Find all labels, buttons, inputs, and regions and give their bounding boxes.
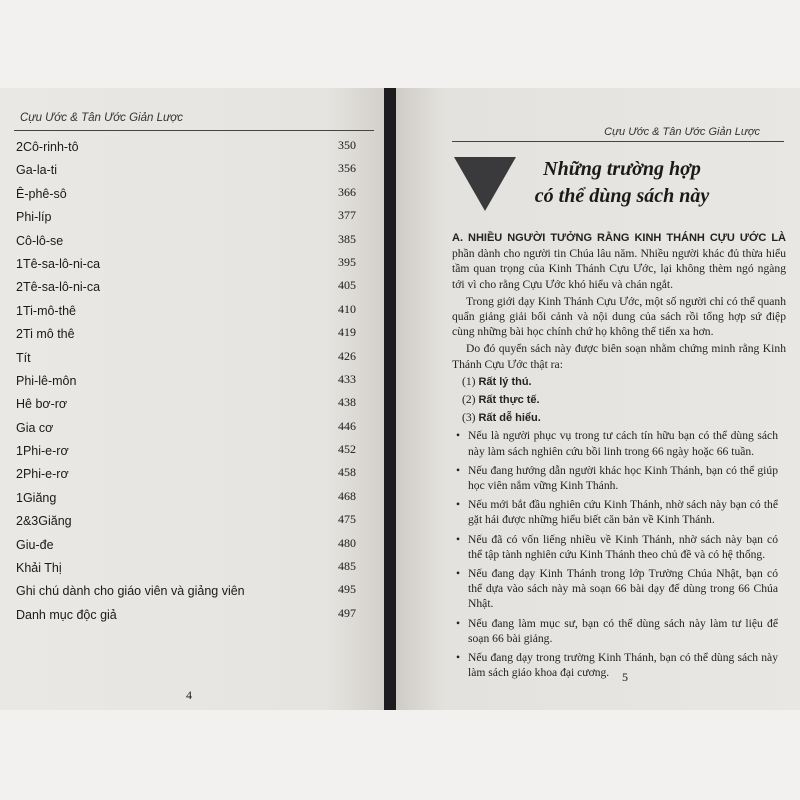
toc-entry-title: 2Cô-rinh-tô [16, 140, 79, 154]
paragraph-a-lead: A. NHIỀU NGƯỜI TƯỞNG RẰNG KINH THÁNH CỰU ƯỚC LÀ [452, 232, 786, 244]
toc-entry-page: 377 [338, 208, 356, 223]
toc-entry-page: 475 [338, 512, 356, 527]
bullet-list [452, 428, 786, 680]
running-head-left: Cựu Ước & Tân Ước Giản Lược [20, 112, 183, 124]
numbered-item [452, 410, 786, 426]
bullet-item: • Nếu đang làm mục sư, bạn có thể dùng sách này làm tư liệu để soạn 66 bài giảng. [452, 616, 786, 646]
triangle-ornament-icon [454, 157, 516, 211]
toc-entry-title: Tít [16, 350, 31, 365]
toc-entry-page: 452 [338, 442, 356, 457]
toc-entry-page: 405 [338, 278, 356, 293]
bullet-item: • Nếu đang dạy Kinh Thánh trong lớp Trường Chúa Nhật, bạn có thể dựa vào sách này mà soạn 66 bài dạy để dùng trong 66 Chúa Nhật. [452, 566, 786, 612]
toc-entry-page: 480 [338, 535, 356, 550]
item-number: (1) [462, 374, 476, 388]
toc-entry-title: 2Ti mô thê [16, 327, 75, 342]
toc-entry [16, 185, 356, 208]
toc-entry-page: 356 [338, 161, 356, 176]
toc-entry-title: Khải Thị [16, 561, 62, 576]
toc-entry [16, 325, 356, 348]
toc-entry-page: 458 [338, 465, 356, 480]
toc-entry [16, 278, 356, 301]
toc-entry-title: Cô-lô-se [16, 233, 64, 248]
toc-entry [16, 442, 356, 465]
toc-entry [16, 349, 356, 372]
toc-entry-title: Ghi chú dành cho giáo viên và giảng viên [16, 584, 245, 599]
left-page [0, 88, 384, 710]
running-head-right: Cựu Ước & Tân Ước Giản Lược [604, 126, 760, 138]
item-number: (2) [462, 393, 476, 407]
toc-entry [16, 606, 356, 629]
bullet-item: • Nếu đang dạy trong trường Kinh Thánh, bạn có thể dùng sách này làm sách giáo khoa đại cương. [452, 650, 786, 680]
page-number-right: 5 [622, 670, 628, 684]
toc-entry-title: Ê-phê-sô [16, 186, 67, 201]
right-page [396, 88, 800, 710]
toc-entry [16, 489, 356, 512]
toc-entry [16, 232, 356, 255]
toc-entry [16, 302, 356, 325]
toc-entry-page: 438 [338, 395, 356, 410]
header-rule [14, 130, 374, 131]
toc-entry [16, 208, 356, 231]
toc-entry-page: 485 [338, 559, 356, 574]
body-text [452, 230, 786, 684]
bullet-item: • Nếu là người phục vụ trong tư cách tín hữu bạn có thể dùng sách này làm sách nghiên cứu bồi linh trong 66 ngày hoặc 66 tuần. [452, 428, 786, 458]
numbered-list [452, 374, 786, 427]
toc-entry-title: 2&3Giăng [16, 514, 72, 529]
heading-line-1: Những trường hợp [543, 158, 701, 180]
toc-entry [16, 582, 356, 605]
header-rule [452, 141, 784, 142]
toc-entry-title: Danh mục độc giả [16, 607, 117, 622]
toc-entry [16, 255, 356, 278]
toc-entry [16, 419, 356, 442]
paragraph-a [452, 230, 786, 292]
toc-entry-title: Phi-líp [16, 210, 52, 225]
bullet-item: • Nếu đang hướng dẫn người khác học Kinh Thánh, bạn có thể giúp học viên nắm vững Kinh Thánh. [452, 463, 786, 493]
toc-entry-page: 433 [338, 371, 356, 386]
toc-entry-title: Ga-la-ti [16, 163, 57, 178]
heading-line-2: có thể dùng sách này [534, 185, 710, 207]
numbered-item [452, 374, 786, 390]
page-number-left: 4 [186, 688, 192, 702]
toc-entry [16, 465, 356, 488]
toc-entry [16, 559, 356, 582]
open-book [0, 88, 800, 710]
toc-entry-title: 1Ti-mô-thê [16, 303, 76, 318]
toc-entry-page: 497 [338, 605, 356, 620]
toc-entry [16, 512, 356, 535]
toc-entry-title: Hê bơ-rơ [16, 397, 68, 412]
toc-entry-title: 2Tê-sa-lô-ni-ca [16, 280, 101, 295]
item-number: (3) [462, 411, 476, 425]
toc-entry [16, 395, 356, 418]
toc-entry-page: 419 [338, 325, 356, 340]
toc-entry-title: 1Phi-e-rơ [16, 444, 69, 459]
toc-entry-title: 1Giăng [16, 490, 57, 505]
item-text: Rất lý thú. [478, 375, 532, 388]
book-gutter [384, 88, 396, 710]
toc-entry-page: 350 [338, 138, 356, 152]
toc-entry-title: 1Tê-sa-lô-ni-ca [16, 256, 101, 271]
toc-entry [16, 536, 356, 559]
toc-entry-title: Phi-lê-môn [16, 373, 77, 388]
section-heading [522, 156, 722, 210]
toc-entry-title: Giu-đe [16, 537, 54, 552]
toc-entry-title: Gia cơ [16, 420, 54, 435]
toc-entry-page: 446 [338, 418, 356, 433]
paragraph-a-text: phần dành cho người tin Chúa lâu năm. Nhiều người khác đủ thừa hiểu tầm quan trọng của Kinh Thánh Cựu Ước, lại không thèm ngó ngàng tới vì cho rằng Cựu Ước khó hiểu và chán ngắt. [452, 247, 786, 291]
item-text: Rất dễ hiểu. [478, 412, 541, 425]
toc-entry-page: 366 [338, 184, 356, 199]
paragraph-2: Trong giới dạy Kinh Thánh Cựu Ước, một số người chỉ có thể quanh quẩn giảng giải bối cảnh và nội dung của sách rồi tổng hợp sứ điệp cùng những bài học chính chứ họ không thể tiến xa hơn. [452, 294, 786, 339]
numbered-item [452, 392, 786, 408]
table-of-contents [16, 138, 356, 629]
paragraph-3: Do đó quyển sách này được biên soạn nhằm chứng minh rằng Kinh Thánh Cựu Ước thật ra: [452, 342, 786, 371]
bullet-item: • Nếu mới bắt đầu nghiên cứu Kinh Thánh, nhờ sách này bạn có thể gặt hái được những hiểu biết căn bản về Kinh Thánh. [452, 497, 786, 527]
toc-entry-title: 2Phi-e-rơ [16, 467, 69, 482]
toc-entry-page: 385 [338, 231, 356, 246]
item-text: Rất thực tế. [478, 394, 540, 407]
toc-entry [16, 138, 356, 161]
toc-entry-page: 468 [338, 488, 356, 503]
toc-entry-page: 495 [338, 582, 356, 597]
toc-entry [16, 161, 356, 184]
toc-entry-page: 395 [338, 254, 356, 269]
toc-entry-page: 426 [338, 348, 356, 363]
toc-entry [16, 372, 356, 395]
toc-entry-page: 410 [338, 301, 356, 316]
bullet-item: • Nếu đã có vốn liếng nhiều về Kinh Thánh, nhờ sách này bạn có thể tập tành nghiên cứu Kinh Thánh theo chủ đề và có hệ thống. [452, 532, 786, 562]
